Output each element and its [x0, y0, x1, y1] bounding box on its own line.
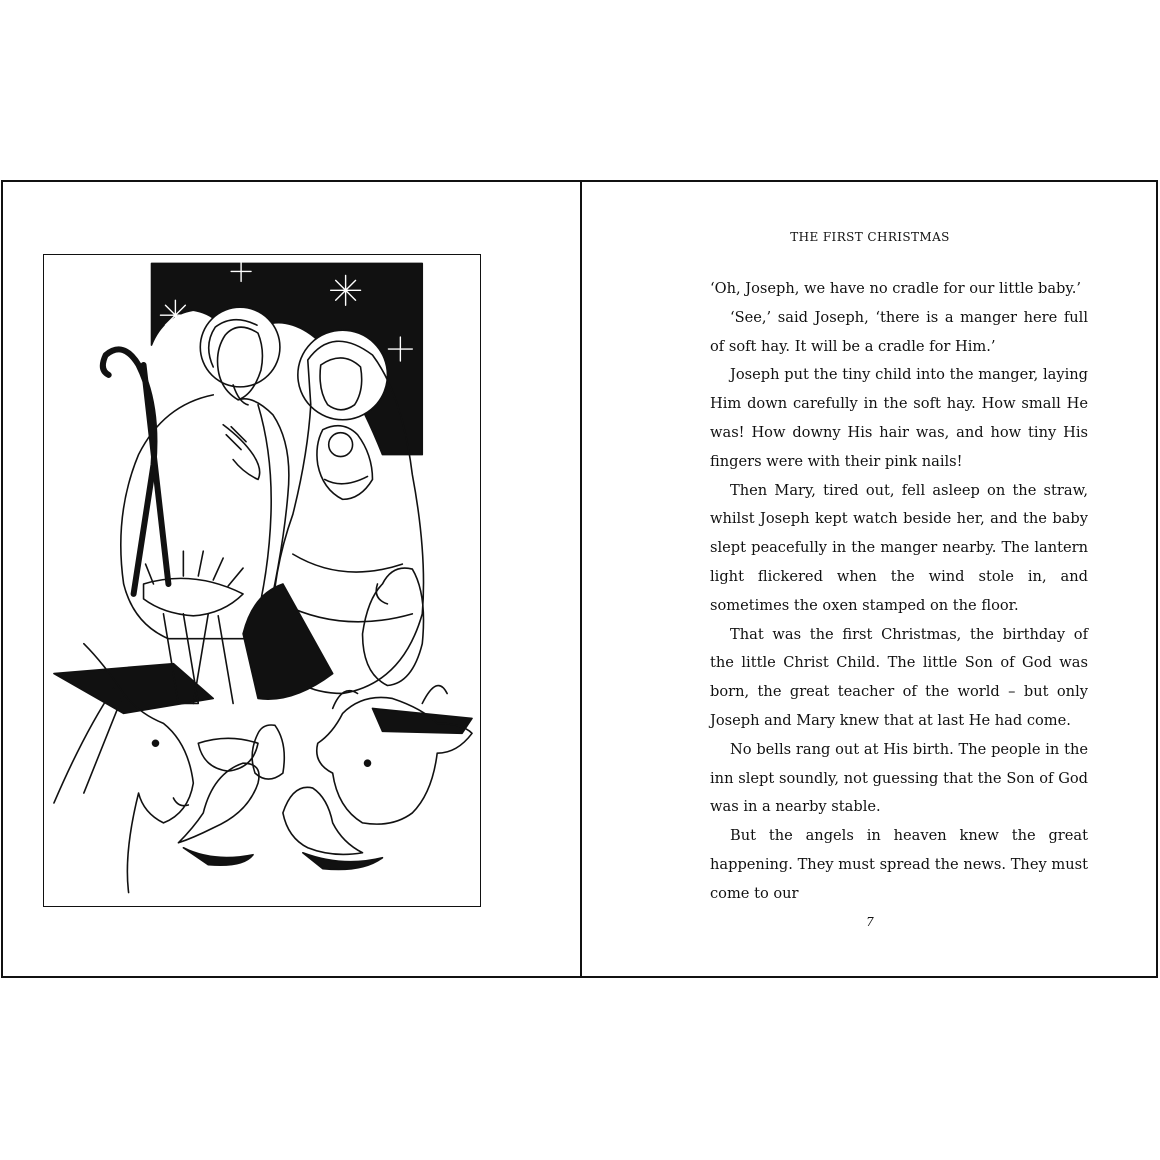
paragraph: But the angels in heaven knew the great happening. They must spread the news. They must come to our — [710, 827, 1088, 902]
right-page — [582, 182, 1158, 976]
left-page — [3, 182, 580, 976]
paragraph: That was the first Christmas, the birthday of the little Christ Child. The little Son of God was born, the great teacher of the world – but only Joseph and Mary knew that at last He had come. — [710, 625, 1088, 729]
paragraph: Then Mary, tired out, fell asleep on the straw, whilst Joseph kept watch beside her, and the baby slept peacefully in the manger nearby. The lantern light flickered when the wind stole in, and sometimes the oxen stamped on the floor. — [710, 481, 1088, 614]
paragraph: ‘See,’ said Joseph, ‘there is a manger here full of soft hay. It will be a cradle for Him.’ — [710, 308, 1088, 355]
paragraph: Joseph put the tiny child into the manger, laying Him down carefully in the soft hay. How small He was! How downy His hair was, and how tiny His fingers were with their pink nails! — [710, 366, 1088, 470]
paragraph: No bells rang out at His birth. The people in the inn slept soundly, not guessing that the Son of God was in a nearby stable. — [710, 740, 1088, 816]
nativity-line-art-icon — [44, 255, 480, 906]
book-spread — [1, 180, 1158, 978]
nativity-illustration — [43, 254, 481, 907]
body-text — [710, 275, 1088, 909]
page-number: 7 — [866, 915, 874, 929]
running-head: THE FIRST CHRISTMAS — [790, 230, 950, 244]
paragraph: ‘Oh, Joseph, we have no cradle for our little baby.’ — [710, 280, 1081, 297]
